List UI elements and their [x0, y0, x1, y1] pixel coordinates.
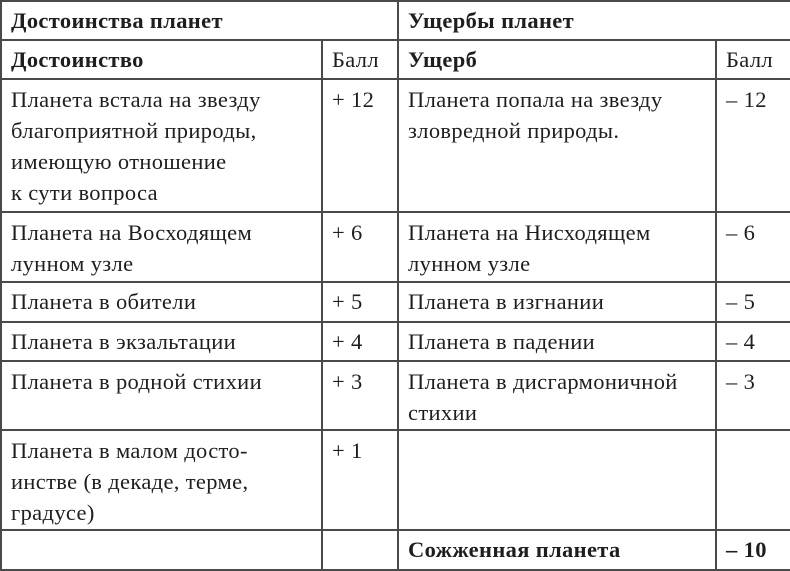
text-line: Планета на Восходящем	[11, 220, 253, 245]
debility-label-empty	[398, 430, 716, 530]
combust-planet-label: Сожженная планета	[398, 530, 716, 570]
text-line: благоприятной природы,	[11, 118, 257, 143]
debility-label	[398, 212, 716, 282]
dignity-score: + 1	[322, 430, 398, 530]
dignity-score: + 12	[322, 79, 398, 212]
debility-score-empty	[716, 430, 790, 530]
table-row	[1, 530, 790, 570]
dignity-label: Планета в родной стихии	[1, 361, 322, 430]
debility-score: – 12	[716, 79, 790, 212]
debility-score: – 6	[716, 212, 790, 282]
debility-column-header: Ущерб	[398, 40, 716, 79]
debility-score-column-header: Балл	[716, 40, 790, 79]
debility-score: – 5	[716, 282, 790, 322]
text-line: лунном узле	[408, 251, 531, 276]
text-line: лунном узле	[11, 251, 134, 276]
dignity-score: + 4	[322, 322, 398, 361]
text-line: к сути вопроса	[11, 180, 158, 205]
table-row	[1, 430, 790, 530]
dignities-title: Достоинства планет	[1, 1, 398, 40]
dignity-score-column-header: Балл	[322, 40, 398, 79]
debilities-title: Ущербы планет	[398, 1, 790, 40]
text-line: зловредной природы.	[408, 118, 620, 143]
dignity-column-header: Достоинство	[1, 40, 322, 79]
text-line: Планета встала на звезду	[11, 87, 261, 112]
table-title-row	[1, 1, 790, 40]
text-line: Планета в малом досто-	[11, 438, 248, 463]
debility-label	[398, 361, 716, 430]
debility-label: Планета в изгнании	[398, 282, 716, 322]
debility-label	[398, 79, 716, 212]
dignity-score-empty	[322, 530, 398, 570]
debility-score: – 4	[716, 322, 790, 361]
dignity-label	[1, 430, 322, 530]
text-line: Планета в дисгармоничной	[408, 369, 678, 394]
dignity-label: Планета в обители	[1, 282, 322, 322]
text-line: Планета попала на звезду	[408, 87, 663, 112]
text-line: инстве (в декаде, терме,	[11, 469, 249, 494]
text-line: Планета на Нисходящем	[408, 220, 651, 245]
combust-planet-score: – 10	[716, 530, 790, 570]
dignity-label	[1, 79, 322, 212]
text-line: имеющую отношение	[11, 149, 227, 174]
dignity-score: + 3	[322, 361, 398, 430]
dignity-score: + 5	[322, 282, 398, 322]
table-row	[1, 361, 790, 430]
table-row	[1, 212, 790, 282]
debility-score: – 3	[716, 361, 790, 430]
dignity-label-empty	[1, 530, 322, 570]
debility-label: Планета в падении	[398, 322, 716, 361]
table-row	[1, 322, 790, 361]
table-row	[1, 282, 790, 322]
table-row	[1, 79, 790, 212]
dignity-score: + 6	[322, 212, 398, 282]
text-line: стихии	[408, 400, 478, 425]
text-line: градусе)	[11, 500, 95, 525]
dignity-label: Планета в экзальтации	[1, 322, 322, 361]
dignity-label	[1, 212, 322, 282]
column-header-row	[1, 40, 790, 79]
